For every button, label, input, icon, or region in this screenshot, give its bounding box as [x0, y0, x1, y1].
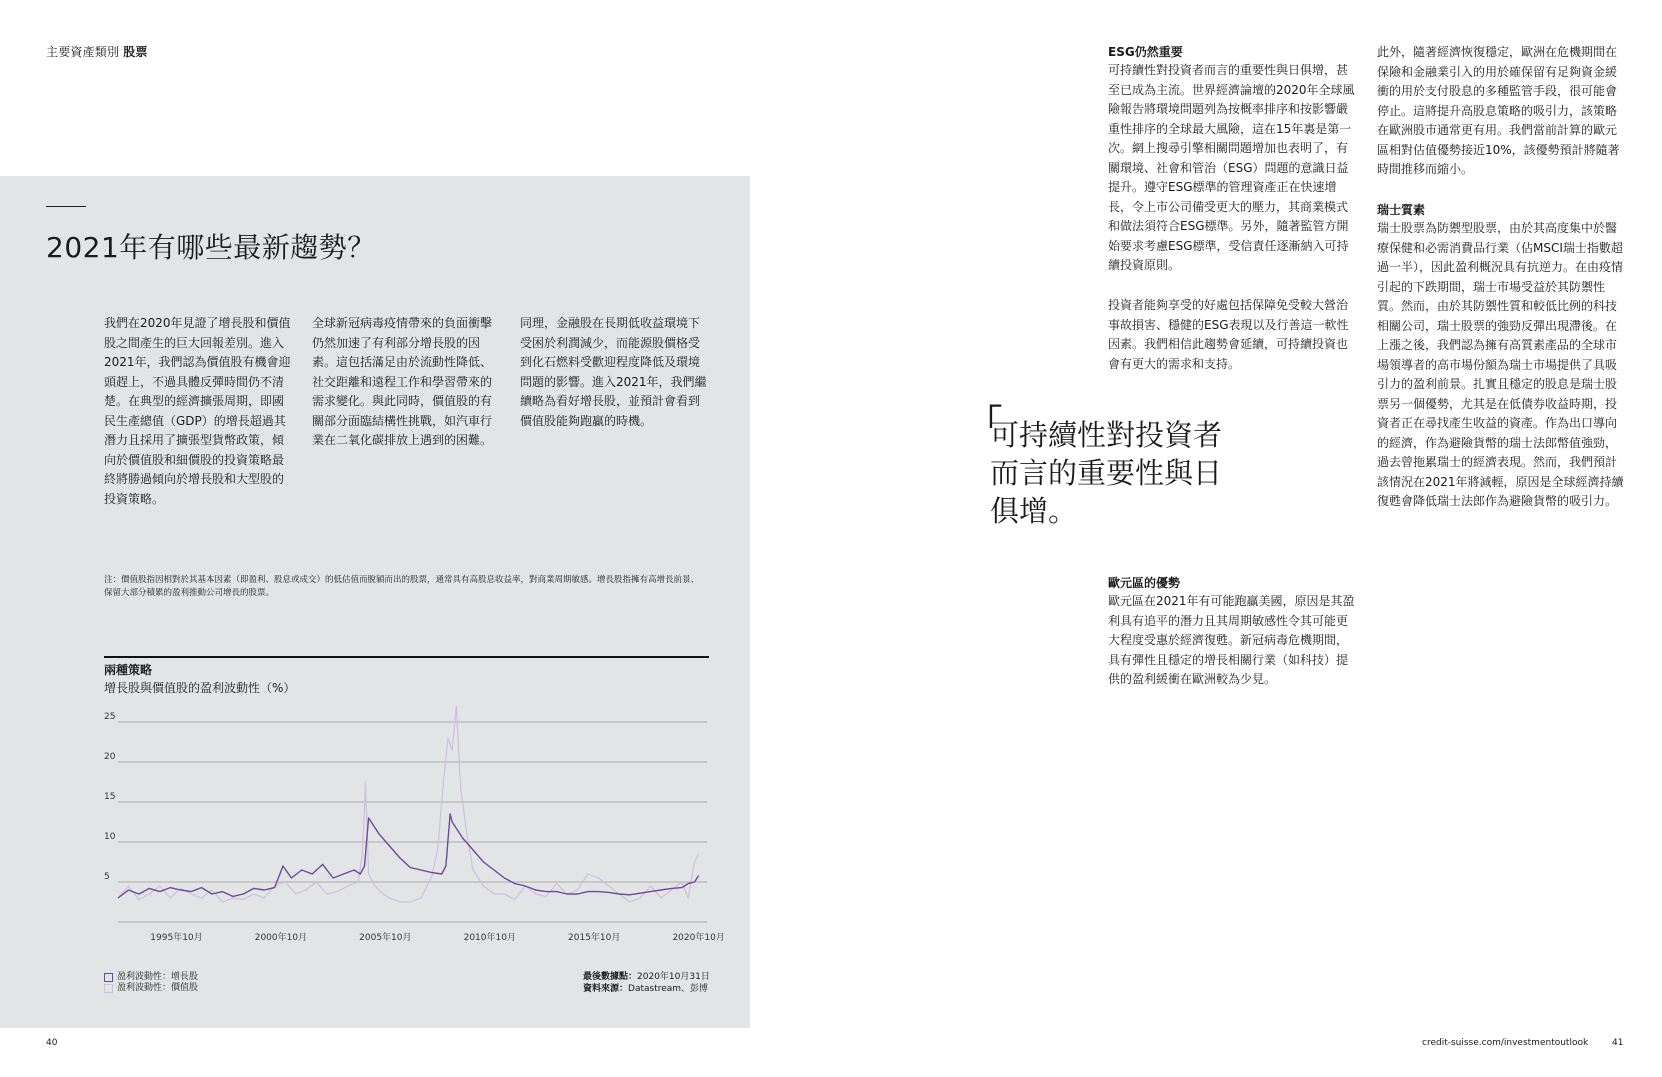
page-number-right: 41 [1612, 1038, 1624, 1048]
chart-title: 兩種策略 [104, 663, 153, 677]
eurozone-paragraph: 歐元區在2021年有可能跑贏美國，原因是其盈利具有追平的潛力且其周期敏感性令其可能更大程度受惠於經濟復甦。新冠病毒危機期間，具有彈性且穩定的增長相關行業（如科技）提供的盈利緩衝在歐洲較為少見。 [1108, 594, 1355, 686]
esg-heading: ESG仍然重要 [1108, 45, 1183, 59]
page-title: 2021年有哪些最新趨勢？ [46, 231, 376, 264]
y-tick-label: 10 [104, 832, 116, 842]
eurozone-continued-paragraph: 此外，隨著經濟恢復穩定，歐洲在危機期間在保險和金融業引入的用於確保留有足夠資金緩衝的用於支付股息的多種監管手段，很可能會停止。這將提升高股息策略的吸引力，該策略在歐洲股市通常更有用。我們當前計算的歐元區相對估值優勢接近10%，該優勢預計將隨著時間推移而縮小。 [1377, 45, 1620, 176]
data-source-label: 資料來源： [583, 983, 629, 994]
esg-paragraph-2: 投資者能夠享受的好處包括保障免受較大營治事故損害、穩健的ESG表現以及行善這一軟性因素。我們相信此趨勢會延續，可持續投資也會有更大的需求和支持。 [1108, 298, 1349, 371]
chart-meta [583, 972, 710, 995]
earnings-volatility-chart [104, 700, 725, 962]
x-tick-label: 2020年10月 [672, 933, 725, 943]
legend-swatch-value [104, 984, 113, 993]
esg-paragraph-1: 可持續性對投資者而言的重要性與日俱增，甚至已成為主流。世界經濟論壇的2020年全球風險報告將環境問題列為按概率排序和按影響嚴重性排序的全球最大風險，這在15年裏是第一次。網上搜尋引擎相關問題增加也表明了，有關環境、社會和管治（ESG）問題的意識日益提升。遵守ESG標準的管理資產正在快速增長，令上市公司備受更大的壓力，其商業模式和做法須符合ESG標準。另外，隨著監管方開始要求考慮ESG標準，受信責任逐漸納入可持續投資原則。 [1108, 63, 1355, 272]
series-line-value [118, 706, 699, 902]
legend-item-value [104, 983, 198, 994]
chart-top-rule [104, 656, 709, 658]
page-number-left: 40 [46, 1038, 58, 1048]
eurozone-heading: 歐元區的優勢 [1108, 576, 1181, 590]
chart-subtitle: 增長股與價值股的盈利波動性（%） [104, 681, 296, 695]
last-data-point-label: 最後數據點： [583, 972, 638, 982]
site-url: credit-suisse.com/investmentoutlook [1422, 1038, 1589, 1048]
x-tick-label: 2000年10月 [254, 933, 308, 943]
x-tick-label: 2010年10月 [463, 933, 516, 943]
legend-label-value: 盈利波動性：價值股 [117, 983, 199, 993]
last-data-point [583, 972, 710, 984]
swiss-heading: 瑞士質素 [1377, 203, 1426, 217]
quote-mark: 「 [968, 403, 1002, 443]
intro-column-1: 我們在2020年見證了增長股和價值股之間產生的巨大回報差別。進入2021年，我們認為價值股有機會迎頭趕上，不過具體反彈時間仍不清楚。在典型的經濟擴張周期，即國民生產總值（GDP）的增長超過其潛力且採用了擴張型貨幣政策，傾向於價值股和細價股的投資策略最終將勝過傾向於增長股和大型股的投資策略。 [104, 316, 291, 506]
footnote: 注：價值股指因相對於其基本因素（即盈利、股息或成交）的低估值而脫穎而出的股票，通常具有高股息收益率，對商業周期敏感。增長股指擁有高增長前景、保留大部分積累的盈利推動公司增長的股票。 [104, 575, 700, 598]
intro-column-2: 全球新冠病毒疫情帶來的負面衝擊仍然加速了有利部分增長股的因素。這包括滿足由於流動性降低、社交距離和遠程工作和學習帶來的需求變化。與此同時，價值股的有關部分面臨結構性挑戰，如汽車行業在二氧化碳排放上遇到的困難。 [312, 316, 493, 447]
y-tick-label: 20 [104, 752, 116, 762]
swiss-paragraph: 瑞士股票為防禦型股票，由於其高度集中於醫療保健和必需消費品行業（佔MSCI瑞士指數超過一半），因此盈利概況具有抗逆力。在由疫情引起的下跌期間，瑞士市場受益於其防禦性質。然而，由於其防禦性質和較低比例的科技相關公司，瑞士股票的強勁反彈出現滯後。在上漲之後，我們認為擁有高質素產品的全球市場領導者的高市場份額為瑞士市場提供了具吸引力的盈利前景。扎實且穩定的股息是瑞士股票另一個優勢，尤其是在低債券收益時期，投資者正在尋找產生收益的資產。作為出口導向的經濟，作為避險貨幣的瑞士法郎幣值強勁，過去曾拖累瑞士的經濟表現。然而，我們預計該情況在2021年將減輕，原因是全球經濟持續復甦會降低瑞士法郎作為避險貨幣的吸引力。 [1377, 221, 1624, 508]
legend-label-growth: 盈利波動性：增長股 [117, 972, 199, 982]
last-data-point-value: 2020年10月31日 [637, 972, 710, 982]
series-line-growth [118, 814, 699, 898]
legend-item-growth [104, 972, 198, 983]
section-label [46, 43, 148, 60]
chart-legend [104, 972, 198, 994]
y-tick-label: 15 [104, 792, 116, 802]
data-source-value: Datastream、彭博 [628, 983, 709, 994]
legend-swatch-growth [104, 973, 113, 982]
section-label-text: 主要資產類別 [46, 45, 120, 59]
x-tick-label: 2015年10月 [568, 933, 621, 943]
y-tick-label: 25 [104, 712, 116, 722]
pull-quote: 可持續性對投資者而言的重要性與日俱增。 [990, 418, 1223, 528]
section-label-bold: 股票 [123, 45, 148, 59]
title-rule [46, 206, 86, 207]
x-tick-label: 2005年10月 [359, 933, 412, 943]
x-tick-label: 1995年10月 [150, 933, 203, 943]
intro-column-3: 同理，金融股在長期低收益環境下受困於利潤減少，而能源股價格受到化石燃料受歡迎程度降低及環境問題的影響。進入2021年，我們繼續略為看好增長股，並預計會看到價值股能夠跑贏的時機。 [520, 316, 707, 428]
y-tick-label: 5 [104, 872, 110, 882]
data-source [583, 984, 710, 996]
